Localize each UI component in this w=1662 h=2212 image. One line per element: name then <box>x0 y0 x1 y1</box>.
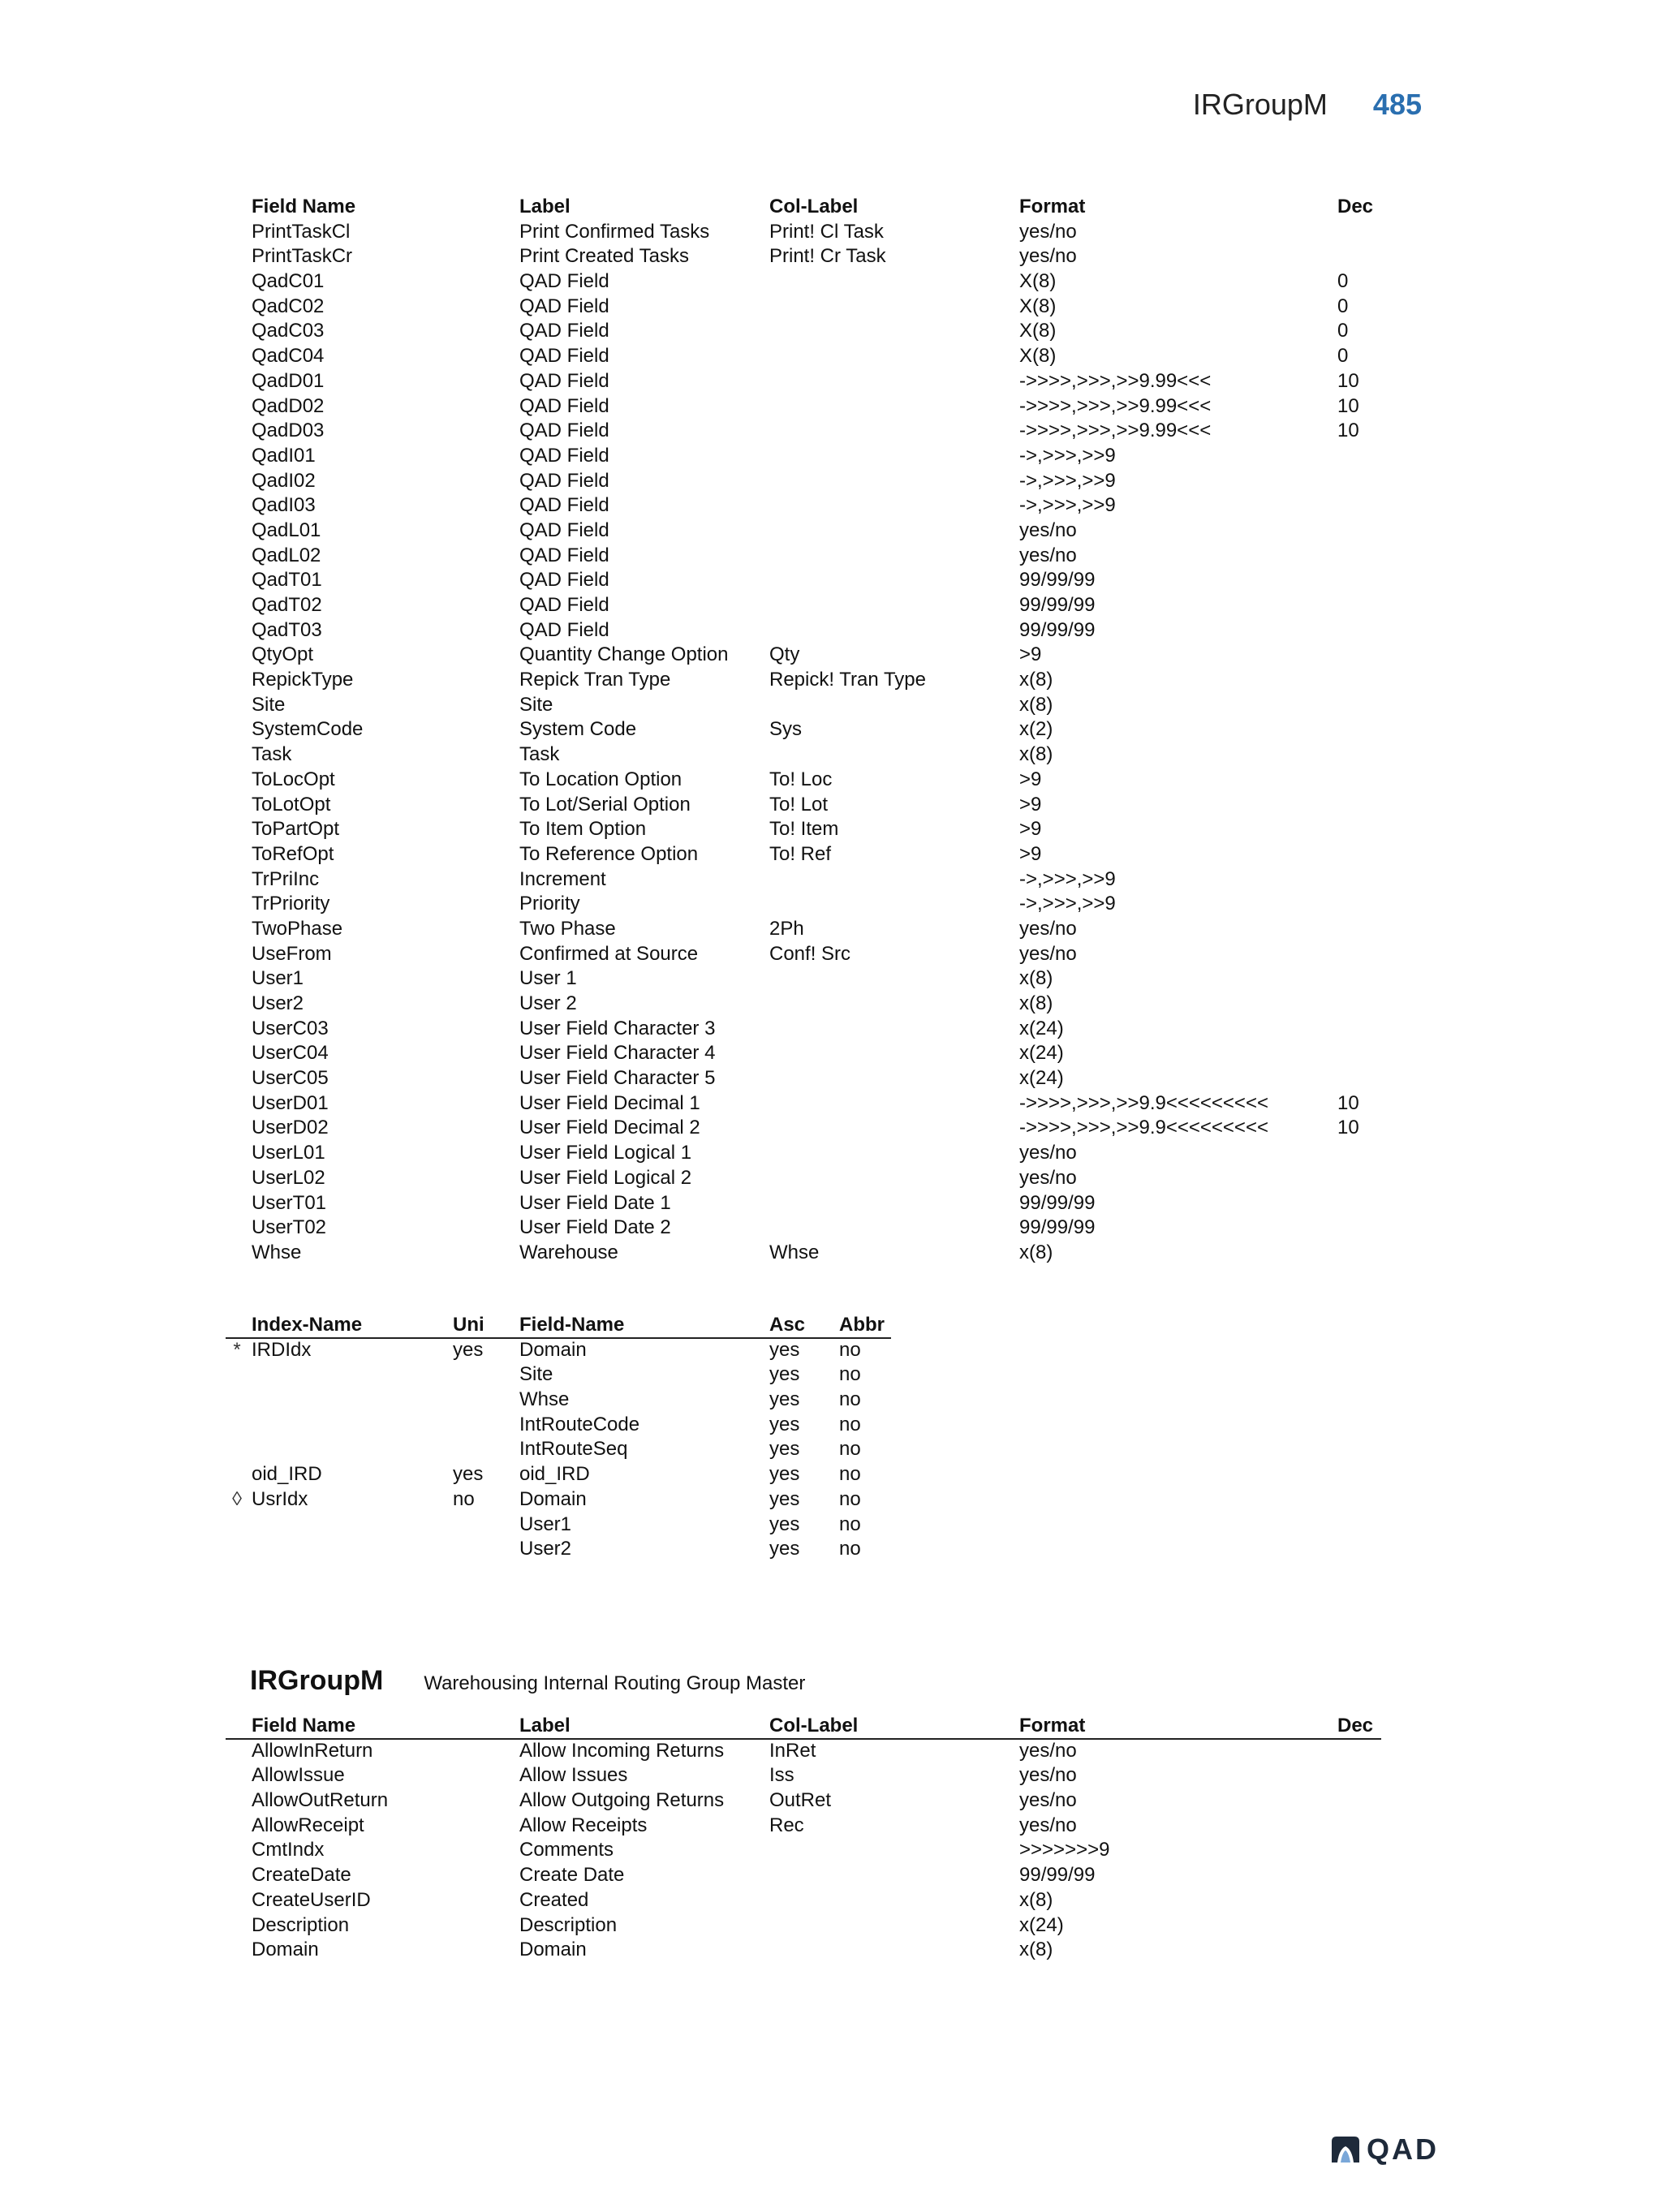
label-cell: User Field Date 1 <box>519 1191 671 1214</box>
abbr-cell: no <box>839 1513 861 1535</box>
label-cell: Two Phase <box>519 917 616 940</box>
format-cell: yes/no <box>1019 1166 1077 1189</box>
label-cell: User 2 <box>519 992 577 1014</box>
label-cell: QAD Field <box>519 494 609 517</box>
abbr-cell: no <box>839 1463 861 1486</box>
label-cell: To Location Option <box>519 768 682 790</box>
format-cell: ->,>>>,>>9 <box>1019 469 1116 492</box>
header-dec: Dec <box>1337 1715 1374 1736</box>
label-cell: QAD Field <box>519 420 609 442</box>
field-name-cell: UserD02 <box>252 1117 329 1139</box>
asc-cell: yes <box>769 1438 800 1461</box>
field-name-cell: AllowIssue <box>252 1764 345 1787</box>
col-label-cell: To! Loc <box>769 768 833 790</box>
format-cell: x(24) <box>1019 1017 1064 1039</box>
abbr-cell: no <box>839 1438 861 1461</box>
format-cell: 99/99/99 <box>1019 1864 1096 1887</box>
format-cell: ->>>>,>>>,>>9.99<<< <box>1019 394 1212 417</box>
label-cell: To Item Option <box>519 818 647 841</box>
field-name-cell: QadL01 <box>252 519 321 541</box>
format-cell: ->,>>>,>>9 <box>1019 893 1116 915</box>
label-cell: QAD Field <box>519 369 609 392</box>
field-name-cell: CmtIndx <box>252 1839 325 1861</box>
format-cell: yes/no <box>1019 519 1077 541</box>
label-cell: To Lot/Serial Option <box>519 793 691 816</box>
format-cell: 99/99/99 <box>1019 594 1096 616</box>
header-uni: Uni <box>453 1314 484 1336</box>
format-cell: yes/no <box>1019 1789 1077 1812</box>
format-cell: >9 <box>1019 768 1042 790</box>
field-name-cell: QadC02 <box>252 295 325 317</box>
asc-cell: yes <box>769 1388 800 1411</box>
field-name-cell: AllowOutReturn <box>252 1789 389 1812</box>
field-name-cell: UserT02 <box>252 1216 327 1239</box>
field-name-cell: Domain <box>252 1939 319 1961</box>
field-name-cell: PrintTaskCr <box>252 245 353 268</box>
format-cell: >9 <box>1019 818 1042 841</box>
field-name-cell: oid_IRD <box>519 1463 590 1486</box>
field-name-cell: IntRouteCode <box>519 1413 640 1435</box>
field-name-cell: UserC05 <box>252 1067 329 1090</box>
header-col-label: Col-Label <box>769 196 859 217</box>
col-label-cell: InRet <box>769 1739 816 1762</box>
col-label-cell: Rec <box>769 1814 804 1836</box>
col-label-cell: Whse <box>769 1241 820 1263</box>
header-field-name: Field Name <box>252 196 356 217</box>
col-label-cell: Iss <box>769 1764 794 1787</box>
format-cell: x(8) <box>1019 1241 1053 1263</box>
field-name-cell: QadD02 <box>252 394 325 417</box>
col-label-cell: Conf! Src <box>769 942 851 965</box>
field-name-cell: TrPriInc <box>252 867 320 890</box>
col-label-cell: Print! Cr Task <box>769 245 886 268</box>
uni-cell: no <box>453 1487 475 1510</box>
field-name-cell: QadC04 <box>252 345 325 368</box>
format-cell: 99/99/99 <box>1019 1216 1096 1239</box>
dec-cell: 0 <box>1337 295 1349 317</box>
header-dec: Dec <box>1337 196 1374 217</box>
label-cell: User Field Decimal 2 <box>519 1117 700 1139</box>
label-cell: Print Created Tasks <box>519 245 689 268</box>
field-name-cell: AllowInReturn <box>252 1739 373 1762</box>
field-name-cell: Site <box>519 1363 553 1386</box>
label-cell: Allow Outgoing Returns <box>519 1789 725 1812</box>
format-cell: >9 <box>1019 643 1042 666</box>
label-cell: Create Date <box>519 1864 625 1887</box>
field-name-cell: UseFrom <box>252 942 332 965</box>
section-title <box>250 1665 805 1697</box>
label-cell: User Field Character 3 <box>519 1017 716 1039</box>
header-field-name: Field Name <box>252 1715 356 1736</box>
format-cell: >9 <box>1019 842 1042 865</box>
field-name-cell: UserC04 <box>252 1042 329 1065</box>
format-cell: 99/99/99 <box>1019 1191 1096 1214</box>
format-cell: x(8) <box>1019 693 1053 716</box>
uni-cell: yes <box>453 1338 484 1361</box>
field-name-cell: TrPriority <box>252 893 330 915</box>
field-name-cell: UserD01 <box>252 1091 329 1114</box>
field-name-cell: QadT03 <box>252 618 322 641</box>
field-name-cell: ToRefOpt <box>252 842 334 865</box>
label-cell: Allow Incoming Returns <box>519 1739 725 1762</box>
field-name-cell: QadT01 <box>252 569 322 592</box>
label-cell: To Reference Option <box>519 842 699 865</box>
dec-cell: 10 <box>1337 1117 1359 1139</box>
label-cell: Increment <box>519 867 606 890</box>
format-cell: X(8) <box>1019 270 1057 293</box>
format-cell: x(8) <box>1019 967 1053 990</box>
format-cell: yes/no <box>1019 544 1077 566</box>
abbr-cell: no <box>839 1338 861 1361</box>
format-cell: yes/no <box>1019 220 1077 243</box>
field-name-cell: ToPartOpt <box>252 818 340 841</box>
field-name-cell: Whse <box>252 1241 302 1263</box>
format-cell: X(8) <box>1019 320 1057 342</box>
format-cell: x(8) <box>1019 1888 1053 1911</box>
col-label-cell: Print! Cl Task <box>769 220 884 243</box>
label-cell: QAD Field <box>519 569 609 592</box>
col-label-cell: 2Ph <box>769 917 804 940</box>
page-header <box>1193 88 1422 128</box>
format-cell: ->,>>>,>>9 <box>1019 444 1116 467</box>
label-cell: Repick Tran Type <box>519 669 671 691</box>
dec-cell: 0 <box>1337 320 1349 342</box>
format-cell: x(8) <box>1019 1939 1053 1961</box>
format-cell: yes/no <box>1019 1764 1077 1787</box>
label-cell: QAD Field <box>519 444 609 467</box>
dec-cell: 0 <box>1337 270 1349 293</box>
field-name-cell: ToLotOpt <box>252 793 331 816</box>
label-cell: Task <box>519 743 560 766</box>
field-name-cell: Description <box>252 1913 350 1936</box>
abbr-cell: no <box>839 1363 861 1386</box>
field-name-cell: QadC01 <box>252 270 325 293</box>
label-cell: Quantity Change Option <box>519 643 729 666</box>
format-cell: x(24) <box>1019 1913 1064 1936</box>
format-cell: yes/no <box>1019 917 1077 940</box>
format-cell: x(8) <box>1019 743 1053 766</box>
label-cell: Description <box>519 1913 618 1936</box>
label-cell: Allow Receipts <box>519 1814 648 1836</box>
label-cell: User Field Logical 2 <box>519 1166 692 1189</box>
col-label-cell: OutRet <box>769 1789 832 1812</box>
field-name-cell: User1 <box>519 1513 572 1535</box>
index-name-cell: IRDIdx <box>252 1338 312 1361</box>
label-cell: Priority <box>519 893 580 915</box>
abbr-cell: no <box>839 1413 861 1435</box>
format-cell: ->>>>,>>>,>>9.99<<< <box>1019 369 1212 392</box>
format-cell: >>>>>>>9 <box>1019 1839 1110 1861</box>
label-cell: QAD Field <box>519 594 609 616</box>
field-name-cell: IntRouteSeq <box>519 1438 628 1461</box>
format-cell: ->,>>>,>>9 <box>1019 867 1116 890</box>
format-cell: X(8) <box>1019 345 1057 368</box>
field-name-cell: UserL01 <box>252 1142 325 1164</box>
format-cell: >9 <box>1019 793 1042 816</box>
format-cell: ->>>>,>>>,>>9.9<<<<<<<<< <box>1019 1091 1268 1114</box>
field-name-cell: UserT01 <box>252 1191 327 1214</box>
format-cell: ->>>>,>>>,>>9.99<<< <box>1019 420 1212 442</box>
section-header-rule <box>226 1738 1381 1740</box>
asc-cell: yes <box>769 1413 800 1435</box>
label-cell: Site <box>519 693 553 716</box>
label-cell: QAD Field <box>519 295 609 317</box>
abbr-cell: no <box>839 1538 861 1560</box>
field-name-cell: Domain <box>519 1338 587 1361</box>
section-name: IRGroupM <box>250 1665 384 1696</box>
format-cell: x(24) <box>1019 1067 1064 1090</box>
col-label-cell: Sys <box>769 718 803 741</box>
field-name-cell: UserL02 <box>252 1166 325 1189</box>
format-cell: 99/99/99 <box>1019 569 1096 592</box>
dec-cell: 0 <box>1337 345 1349 368</box>
format-cell: yes/no <box>1019 1142 1077 1164</box>
field-name-cell: CreateUserID <box>252 1888 371 1911</box>
header-format: Format <box>1019 196 1086 217</box>
col-label-cell: Qty <box>769 643 800 666</box>
field-name-cell: UserC03 <box>252 1017 329 1039</box>
label-cell: QAD Field <box>519 345 609 368</box>
asc-cell: yes <box>769 1487 800 1510</box>
label-cell: QAD Field <box>519 618 609 641</box>
label-cell: QAD Field <box>519 320 609 342</box>
format-cell: yes/no <box>1019 245 1077 268</box>
format-cell: x(8) <box>1019 992 1053 1014</box>
abbr-cell: no <box>839 1388 861 1411</box>
label-cell: QAD Field <box>519 519 609 541</box>
index-header-rule <box>226 1337 891 1339</box>
field-name-cell: QadI02 <box>252 469 316 492</box>
label-cell: Confirmed at Source <box>519 942 699 965</box>
field-name-cell: QadC03 <box>252 320 325 342</box>
format-cell: yes/no <box>1019 1814 1077 1836</box>
field-name-cell: QadT02 <box>252 594 322 616</box>
header-label: Label <box>519 196 571 217</box>
qad-logo-icon <box>1329 2135 1362 2164</box>
field-name-cell: QadI03 <box>252 494 316 517</box>
logo-text: QAD <box>1367 2132 1439 2166</box>
format-cell: X(8) <box>1019 295 1057 317</box>
index-marker: * <box>233 1338 241 1361</box>
label-cell: QAD Field <box>519 469 609 492</box>
section-description: Warehousing Internal Routing Group Master <box>424 1672 806 1694</box>
label-cell: System Code <box>519 718 637 741</box>
field-name-cell: PrintTaskCl <box>252 220 351 243</box>
header-asc: Asc <box>769 1314 806 1336</box>
field-name-cell: User1 <box>252 967 304 990</box>
label-cell: User Field Logical 1 <box>519 1142 692 1164</box>
col-label-cell: To! Item <box>769 818 839 841</box>
header-abbr: Abbr <box>839 1314 885 1336</box>
field-name-cell: Site <box>252 693 286 716</box>
label-cell: User Field Character 4 <box>519 1042 716 1065</box>
index-name-cell: UsrIdx <box>252 1487 308 1510</box>
field-name-cell: Task <box>252 743 292 766</box>
index-name-cell: oid_IRD <box>252 1463 322 1486</box>
header-index-name: Index-Name <box>252 1314 363 1336</box>
qad-logo <box>1329 2132 1439 2167</box>
field-name-cell: User2 <box>519 1538 572 1560</box>
field-name-cell: Whse <box>519 1388 570 1411</box>
field-name-cell: QadD03 <box>252 420 325 442</box>
field-name-cell: QadL02 <box>252 544 321 566</box>
dec-cell: 10 <box>1337 420 1359 442</box>
label-cell: QAD Field <box>519 270 609 293</box>
field-name-cell: CreateDate <box>252 1864 351 1887</box>
header-col-label: Col-Label <box>769 1715 859 1736</box>
asc-cell: yes <box>769 1538 800 1560</box>
col-label-cell: Repick! Tran Type <box>769 669 926 691</box>
asc-cell: yes <box>769 1363 800 1386</box>
label-cell: Domain <box>519 1939 587 1961</box>
asc-cell: yes <box>769 1338 800 1361</box>
dec-cell: 10 <box>1337 369 1359 392</box>
field-name-cell: QtyOpt <box>252 643 314 666</box>
abbr-cell: no <box>839 1487 861 1510</box>
field-name-cell: ToLocOpt <box>252 768 335 790</box>
running-title: IRGroupM <box>1192 88 1328 121</box>
field-name-cell: TwoPhase <box>252 917 343 940</box>
label-cell: User Field Character 5 <box>519 1067 716 1090</box>
field-name-cell: SystemCode <box>252 718 364 741</box>
asc-cell: yes <box>769 1463 800 1486</box>
label-cell: QAD Field <box>519 394 609 417</box>
uni-cell: yes <box>453 1463 484 1486</box>
label-cell: Allow Issues <box>519 1764 628 1787</box>
header-format: Format <box>1019 1715 1086 1736</box>
page-number: 485 <box>1372 88 1422 121</box>
label-cell: User 1 <box>519 967 577 990</box>
label-cell: User Field Date 2 <box>519 1216 671 1239</box>
label-cell: Print Confirmed Tasks <box>519 220 710 243</box>
field-name-cell: QadI01 <box>252 444 316 467</box>
format-cell: ->,>>>,>>9 <box>1019 494 1116 517</box>
label-cell: QAD Field <box>519 544 609 566</box>
field-name-cell: User2 <box>252 992 304 1014</box>
label-cell: Comments <box>519 1839 614 1861</box>
format-cell: x(2) <box>1019 718 1053 741</box>
format-cell: x(24) <box>1019 1042 1064 1065</box>
field-name-cell: QadD01 <box>252 369 325 392</box>
dec-cell: 10 <box>1337 1091 1359 1114</box>
col-label-cell: To! Lot <box>769 793 829 816</box>
format-cell: ->>>>,>>>,>>9.9<<<<<<<<< <box>1019 1117 1268 1139</box>
format-cell: yes/no <box>1019 1739 1077 1762</box>
header-label: Label <box>519 1715 571 1736</box>
label-cell: Warehouse <box>519 1241 618 1263</box>
asc-cell: yes <box>769 1513 800 1535</box>
field-name-cell: RepickType <box>252 669 354 691</box>
label-cell: User Field Decimal 1 <box>519 1091 700 1114</box>
header-field-name: Field-Name <box>519 1314 625 1336</box>
col-label-cell: To! Ref <box>769 842 832 865</box>
field-name-cell: Domain <box>519 1487 587 1510</box>
index-marker: ◊ <box>232 1487 242 1510</box>
format-cell: yes/no <box>1019 942 1077 965</box>
format-cell: x(8) <box>1019 669 1053 691</box>
dec-cell: 10 <box>1337 394 1359 417</box>
format-cell: 99/99/99 <box>1019 618 1096 641</box>
field-name-cell: AllowReceipt <box>252 1814 364 1836</box>
label-cell: Created <box>519 1888 589 1911</box>
